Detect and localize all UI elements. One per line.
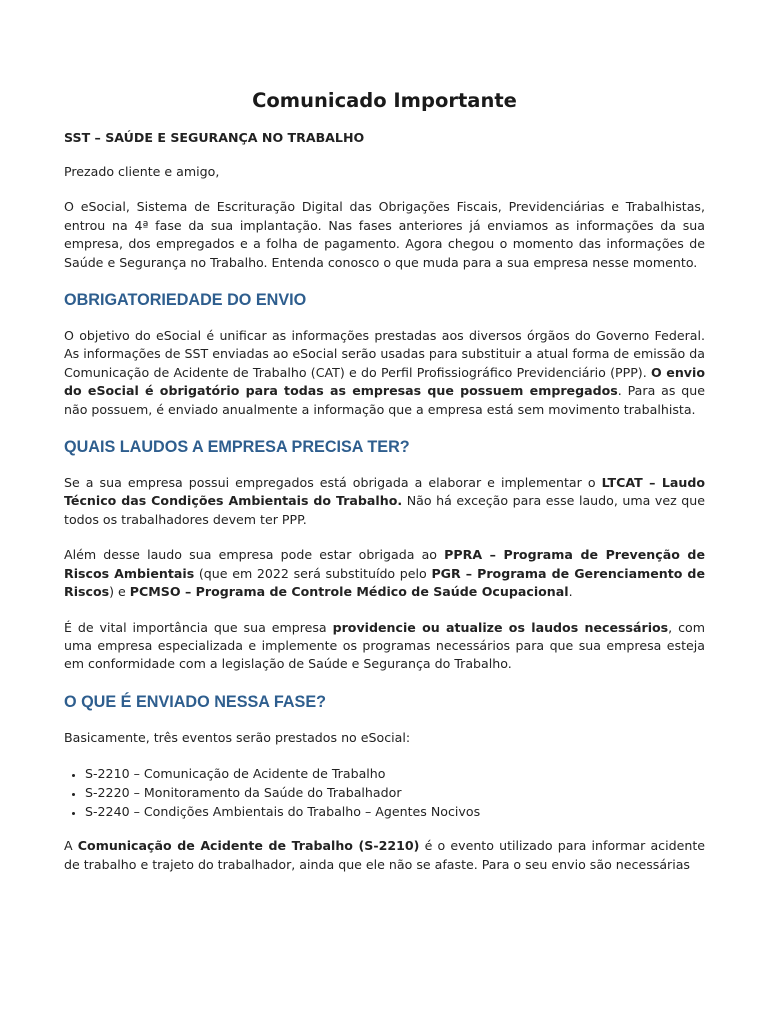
section-heading-fase: O QUE É ENVIADO NESSA FASE?	[64, 692, 327, 711]
intro-paragraph: O eSocial, Sistema de Escrituração Digital das Obrigações Fiscais, Previdenciárias e Trabalhistas, entrou na 4ª fase da sua implantação. Nas fases anteriores já enviamos as informações da sua empresa, dos empregados e a folha de pagamento. Agora chegou o momento das informações de Saúde e Segurança no Trabalho. Entenda conosco o que muda para a sua empresa nesse momento.	[64, 199, 705, 270]
list-item: • S-2220 – Monitoramento da Saúde do Trabalhador	[85, 783, 705, 802]
list-item: • S-2210 – Comunicação de Acidente de Trabalho	[85, 764, 705, 783]
section-heading-laudos: QUAIS LAUDOS A EMPRESA PRECISA TER?	[64, 438, 410, 457]
laudos-paragraph-2: Além desse laudo sua empresa pode estar obrigada ao PPRA – Programa de Prevenção de Riscos Ambientais (que em 2022 será substituído pelo PGR – Programa de Gerenciamento de Riscos) e PCMSO – Programa de Controle Médico de Saúde Ocupacional.	[64, 547, 705, 600]
document-content	[64, 86, 705, 891]
list-item: • S-2240 – Condições Ambientais do Trabalho – Agentes Nocivos	[85, 802, 705, 821]
section-heading-obrigatoriedade: OBRIGATORIEDADE DO ENVIO	[64, 291, 307, 310]
document-title: Comunicado Importante	[252, 89, 517, 112]
document-subtitle: SST – SAÚDE E SEGURANÇA NO TRABALHO	[64, 130, 365, 145]
obrigatoriedade-paragraph: O objetivo do eSocial é unificar as informações prestadas aos diversos órgãos do Governo Federal. As informações de SST enviadas ao eSocial serão usadas para substituir a atual forma de emissão da Comunicação de Acidente de Trabalho (CAT) e do Perfil Profissiográfico Previdenciário (PPP). O envio do eSocial é obrigatório para todas as empresas que possuem empregados. Para as que não possuem, é enviado anualmente a informação que a empresa está sem movimento trabalhista.	[64, 328, 706, 417]
fase-intro-paragraph: Basicamente, três eventos serão prestados no eSocial:	[64, 729, 411, 745]
event-list	[64, 764, 705, 821]
greeting: Prezado cliente e amigo,	[64, 164, 220, 179]
cat-paragraph: A Comunicação de Acidente de Trabalho (S-2210) é o evento utilizado para informar acidente de trabalho e trajeto do trabalhador, ainda que ele não se afaste. Para o seu envio são necessárias	[64, 838, 705, 872]
laudos-paragraph-3: É de vital importância que sua empresa providencie ou atualize os laudos necessários, com uma empresa especializada e implemente os programas necessários para que sua empresa esteja em conformidade com a legislação de Saúde e Segurança do Trabalho.	[64, 619, 705, 672]
laudos-paragraph-1: Se a sua empresa possui empregados está obrigada a elaborar e implementar o LTCAT – Laudo Técnico das Condições Ambientais do Trabalho. Não há exceção para esse laudo, uma vez que todos os trabalhadores devem ter PPP.	[64, 475, 705, 527]
